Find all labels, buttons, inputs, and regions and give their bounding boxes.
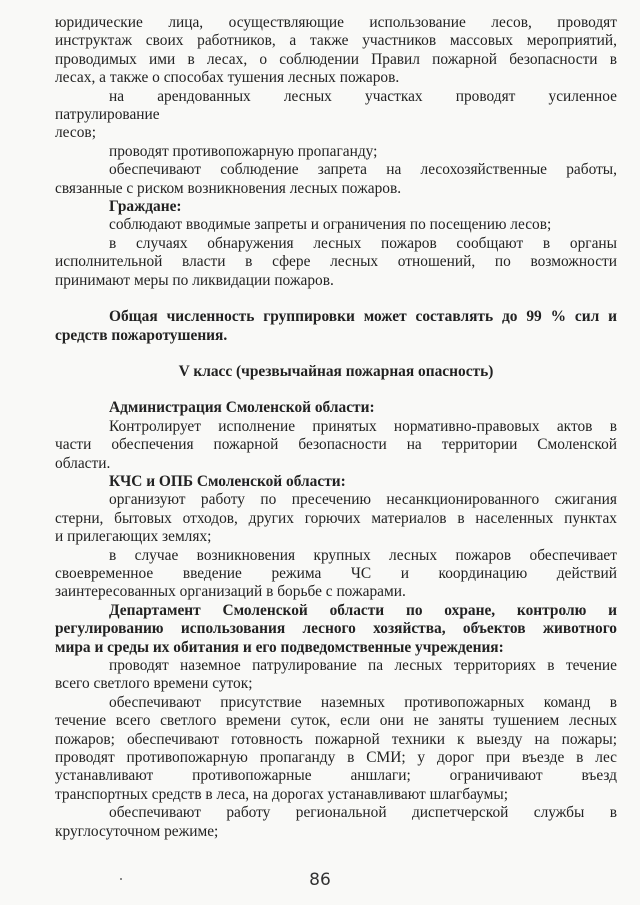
- text-line: на арендованных лесных участках проводят усиленное: [109, 87, 617, 105]
- text-line: устанавливают противопожарные аншлаги; ограничивают въезд: [55, 767, 617, 785]
- paragraph-gap: [55, 345, 617, 363]
- bold-text-line: V класс (чрезвычайная пожарная опасность): [178, 362, 494, 380]
- text-line: течение всего светлого времени суток, если они не заняты тушением лесных: [55, 712, 617, 730]
- text-line: в случаях обнаружения лесных пожаров сообщают в органы: [109, 234, 617, 252]
- text-line: лесах, а также о способах тушения лесных пожаров.: [55, 69, 400, 87]
- paragraph-gap: [55, 381, 617, 399]
- text-line: лесов;: [55, 124, 96, 142]
- text-line: патрулирование: [55, 106, 160, 124]
- text-line: круглосуточном режиме;: [55, 822, 219, 840]
- text-line: соблюдают вводимые запреты и ограничения по посещению лесов;: [109, 216, 552, 234]
- text-line: проводимых ими в лесах, о соблюдении Правил пожарной безопасности в: [55, 50, 617, 68]
- bold-text-line: Администрация Смоленской области:: [109, 399, 375, 417]
- text-line: всего светлого времени суток;: [55, 675, 253, 693]
- bold-text-line: мира и среды их обитания и его подведомственные учреждения:: [55, 638, 504, 656]
- text-line: обеспечивают присутствие наземных противопожарных команд в: [109, 693, 617, 711]
- text-line: проводят наземное патрулирование па лесных территориях в течение: [109, 657, 617, 674]
- text-line: Контролирует исполнение принятых нормативно-правовых актов в: [109, 417, 617, 435]
- bold-text-line: Граждане:: [109, 198, 182, 216]
- text-line: юридические лица, осуществляющие использование лесов, проводят: [55, 14, 617, 31]
- text-line: обеспечивают соблюдение запрета на лесохозяйственные работы,: [109, 161, 617, 179]
- bold-text-line: КЧС и ОПБ Смоленской области:: [109, 472, 346, 490]
- document-page: [55, 14, 617, 841]
- bold-text-line: регулированию использования лесного хозяйства, объектов животного: [55, 620, 617, 638]
- text-line: инструктаж своих работников, а также участников массовых мероприятий,: [55, 32, 617, 50]
- text-line: проводят противопожарную пропаганду в СМИ; у дорог при въезде в лес: [55, 749, 617, 767]
- paragraph-gap: [55, 290, 617, 308]
- text-line: части обеспечения пожарной безопасности на территории Смоленской: [55, 436, 617, 454]
- text-line: стерни, бытовых отходов, других горючих материалов в населенных пунктах: [55, 509, 617, 527]
- bold-text-line: средств пожаротушения.: [55, 326, 228, 344]
- text-line: своевременное введение режима ЧС и координацию действий: [55, 564, 617, 582]
- text-line: области.: [55, 454, 111, 472]
- text-line: заинтересованных организаций в борьбе с пожарами.: [55, 583, 406, 601]
- bold-text-line: Департамент Смоленской области по охране, контролю и: [109, 601, 617, 619]
- page-number: 86: [309, 870, 331, 890]
- text-line: транспортных средств в леса, на дорогах устанавливают шлагбаумы;: [55, 785, 508, 803]
- text-line: в случае возникновения крупных лесных пожаров обеспечивает: [109, 546, 617, 564]
- text-line: исполнительной власти в сфере лесных отношений, по возможности: [55, 253, 617, 271]
- text-line: проводят противопожарную пропаганду;: [109, 142, 378, 160]
- bold-text-line: Общая численность группировки может составлять до 99 % сил и: [109, 308, 617, 326]
- text-line: и прилегающих землях;: [55, 528, 212, 546]
- text-line: связанные с риском возникновения лесных пожаров.: [55, 179, 402, 197]
- text-line: организуют работу по пресечению несанкционированного сжигания: [109, 491, 617, 509]
- text-line: обеспечивают работу региональной диспетчерской службы в: [109, 804, 617, 822]
- text-line: принимают меры по ликвидации пожаров.: [55, 271, 334, 289]
- text-line: пожаров; обеспечивают готовность пожарной техники к выезду на пожары;: [55, 730, 617, 748]
